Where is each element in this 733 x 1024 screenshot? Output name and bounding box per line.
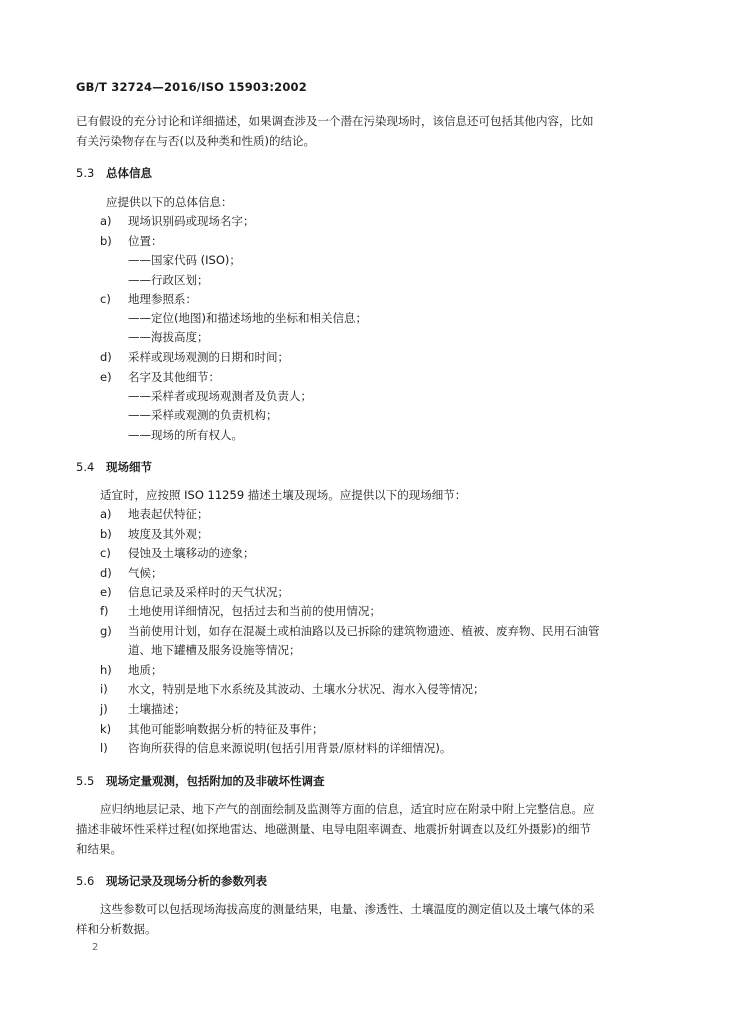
standard-header: GB/T 32724—2016/ISO 15903:2002 bbox=[76, 80, 307, 94]
list-text: 信息记录及采样时的天气状况； bbox=[128, 585, 289, 599]
section-number: 5.4 bbox=[76, 460, 95, 474]
list-text: 地质； bbox=[128, 663, 163, 677]
list-item bbox=[100, 214, 255, 228]
list-item bbox=[100, 604, 381, 618]
list-subitem: ——现场的所有权人。 bbox=[128, 428, 243, 442]
list-item bbox=[100, 527, 209, 541]
list-text: 其他可能影响数据分析的特征及事件； bbox=[128, 722, 324, 736]
intro-line-2: 有关污染物存在与否(以及种类和性质)的结论。 bbox=[76, 134, 315, 148]
list-marker: e) bbox=[100, 585, 112, 599]
section-title: 总体信息 bbox=[106, 166, 152, 180]
list-marker: b) bbox=[100, 234, 112, 248]
section-title: 现场细节 bbox=[106, 460, 152, 474]
section-number: 5.6 bbox=[76, 874, 95, 888]
section-5-4-lead: 适宜时，应按照 ISO 11259 描述土壤及现场。应提供以下的现场细节： bbox=[100, 488, 467, 502]
list-item bbox=[100, 624, 600, 638]
list-marker: c) bbox=[100, 292, 111, 306]
list-text: 土地使用详细情况，包括过去和当前的使用情况； bbox=[128, 604, 381, 618]
list-text: 坡度及其外观； bbox=[128, 527, 209, 541]
list-text: 名字及其他细节： bbox=[128, 370, 220, 384]
list-subitem: ——国家代码 (ISO)； bbox=[128, 253, 241, 267]
list-item bbox=[100, 234, 163, 248]
list-item bbox=[100, 507, 209, 521]
list-marker: f) bbox=[100, 604, 109, 618]
list-text: 地理参照系： bbox=[128, 292, 197, 306]
list-item bbox=[100, 722, 324, 736]
list-text: 咨询所获得的信息来源说明(包括引用背景/原材料的详细情况)。 bbox=[128, 741, 452, 755]
list-marker: k) bbox=[100, 722, 112, 736]
list-item bbox=[100, 741, 451, 755]
list-subitem: ——行政区划； bbox=[128, 273, 209, 287]
list-text: 水文，特别是地下水系统及其波动、土壤水分状况、海水入侵等情况； bbox=[128, 682, 485, 696]
list-marker: j) bbox=[100, 702, 108, 716]
list-subitem: ——采样或观测的负责机构； bbox=[128, 408, 278, 422]
list-marker: c) bbox=[100, 546, 111, 560]
list-marker: a) bbox=[100, 507, 112, 521]
section-5-5-line-2: 描述非破坏性采样过程(如探地雷达、地磁测量、电导电阻率调查、地震折射调查以及红外摄影)的细节 bbox=[76, 822, 591, 836]
list-marker: g) bbox=[100, 624, 112, 638]
section-5-3-lead: 应提供以下的总体信息： bbox=[106, 195, 233, 209]
section-5-5-heading bbox=[76, 773, 325, 789]
section-5-3-heading bbox=[76, 165, 152, 181]
list-text: 现场识别码或现场名字； bbox=[128, 214, 255, 228]
list-marker: b) bbox=[100, 527, 112, 541]
section-5-6-line-2: 样和分析数据。 bbox=[76, 922, 157, 936]
section-5-5-line-3: 和结果。 bbox=[76, 842, 122, 856]
list-text: 当前使用计划，如存在混凝土或柏油路以及已拆除的建筑物遗迹、植被、废弃物、民用石油管 bbox=[128, 624, 600, 638]
list-item bbox=[100, 663, 163, 677]
list-text: 地表起伏特征； bbox=[128, 507, 209, 521]
section-title: 现场定量观测，包括附加的及非破坏性调查 bbox=[106, 774, 325, 788]
section-5-5-line-1: 应归纳地层记录、地下产气的剖面绘制及监测等方面的信息，适宜时应在附录中附上完整信息。应 bbox=[100, 802, 595, 816]
section-5-4-heading bbox=[76, 459, 152, 475]
list-subitem: ——采样者或现场观测者及负责人； bbox=[128, 389, 312, 403]
list-text: 气候； bbox=[128, 566, 163, 580]
list-text: 位置： bbox=[128, 234, 163, 248]
list-marker: l) bbox=[100, 741, 108, 755]
list-marker: d) bbox=[100, 350, 112, 364]
list-item bbox=[100, 370, 220, 384]
page-number: 2 bbox=[92, 942, 99, 953]
list-marker: d) bbox=[100, 566, 112, 580]
section-5-6-heading bbox=[76, 873, 267, 889]
list-item bbox=[100, 350, 289, 364]
list-continuation: 道、地下罐槽及服务设施等情况； bbox=[128, 643, 301, 657]
list-item bbox=[100, 546, 255, 560]
list-text: 土壤描述； bbox=[128, 702, 186, 716]
intro-line-1: 已有假设的充分讨论和详细描述，如果调查涉及一个潜在污染现场时，该信息还可包括其他内容，比如 bbox=[76, 114, 594, 128]
list-item bbox=[100, 292, 197, 306]
list-marker: i) bbox=[100, 682, 108, 696]
list-item bbox=[100, 682, 485, 696]
list-item bbox=[100, 702, 186, 716]
list-subitem: ——定位(地图)和描述场地的坐标和相关信息； bbox=[128, 311, 367, 325]
list-text: 采样或现场观测的日期和时间； bbox=[128, 350, 289, 364]
list-marker: h) bbox=[100, 663, 112, 677]
list-item bbox=[100, 566, 163, 580]
list-subitem: ——海拔高度； bbox=[128, 330, 209, 344]
section-number: 5.3 bbox=[76, 166, 95, 180]
list-item bbox=[100, 585, 289, 599]
section-title: 现场记录及现场分析的参数列表 bbox=[106, 874, 267, 888]
list-text: 侵蚀及土壤移动的迹象； bbox=[128, 546, 255, 560]
list-marker: a) bbox=[100, 214, 112, 228]
section-5-6-line-1: 这些参数可以包括现场海拔高度的测量结果，电量、渗透性、土壤温度的测定值以及土壤气体的采 bbox=[100, 902, 595, 916]
list-marker: e) bbox=[100, 370, 112, 384]
section-number: 5.5 bbox=[76, 774, 95, 788]
